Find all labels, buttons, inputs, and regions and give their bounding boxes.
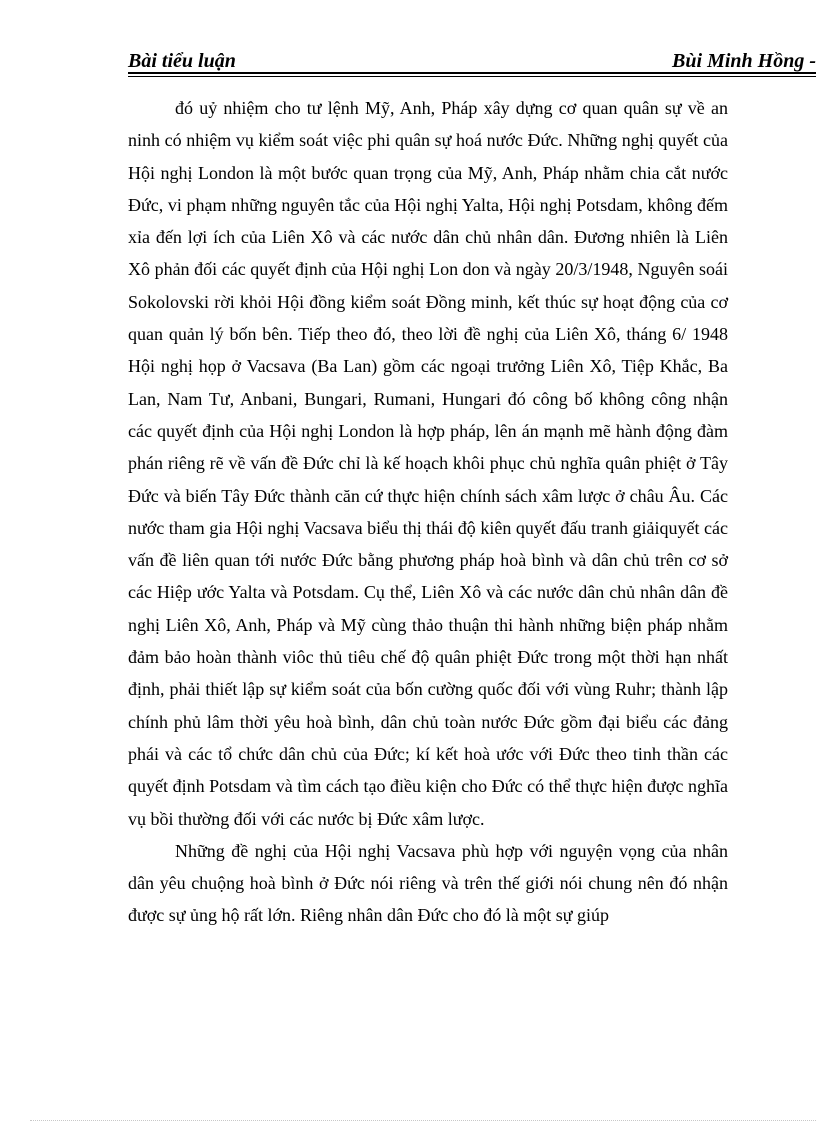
header-rule: [128, 72, 816, 74]
page-bottom-border: [30, 1120, 816, 1121]
paragraph: Những đề nghị của Hội nghị Vacsava phù hợp với nguyện vọng của nhân dân yêu chuộng hoà bình ở Đức nói riêng và trên thế giới nói chung nên đó nhận được sự ủng hộ rất lớn. Riêng nhân dân Đức cho đó là một sự giúp: [128, 840, 728, 926]
paragraph: đó uỷ nhiệm cho tư lệnh Mỹ, Anh, Pháp xây dựng cơ quan quân sự về an ninh có nhiệm vụ kiểm soát việc phi quân sự hoá nước Đức. Những nghị quyết của Hội nghị London là một bước quan trọng của Mỹ, Anh, Pháp nhằm chia cắt nước Đức, vi phạm những nguyên tắc của Hội nghị Yalta, Hội nghị Potsdam, không đếm xỉa đến lợi ích của Liên Xô và các nước dân chủ nhân dân. Đương nhiên là Liên Xô phản đối các quyết định của Hội nghị Lon don và ngày 20/3/1948, Nguyên soái Sokolovski rời khỏi Hội đồng kiểm soát Đồng minh, kết thúc sự hoạt động của cơ quan quản lý bốn bên. Tiếp theo đó, theo lời đề nghị của Liên Xô, tháng 6/ 1948 Hội nghị họp ở Vacsava (Ba Lan) gồm các ngoại trưởng Liên Xô, Tiệp Khắc, Ba Lan, Nam Tư, Anbani, Bungari, Rumani, Hungari đó công bố không công nhận các quyết định của Hội nghị London là hợp pháp, lên án mạnh mẽ hành động đàm phán riêng rẽ về vấn đề Đức chỉ là kế hoạch khôi phục chủ nghĩa quân phiệt ở Tây Đức và biến Tây Đức thành căn cứ thực hiện chính sách xâm lược ở châu Âu. Các nước tham gia Hội nghị Vacsava biểu thị thái độ kiên quyết đấu tranh giảiquyết các vấn đề liên quan tới nước Đức bằng phương pháp hoà bình và dân chủ trên cơ sở các Hiệp ước Yalta và Potsdam. Cụ thể, Liên Xô và các nước dân chủ nhân dân đề nghị Liên Xô, Anh, Pháp và Mỹ cùng thảo thuận thi hành những biện pháp nhằm đảm bảo hoàn thành viôc thủ tiêu chế độ quân phiệt Đức trong một thời hạn nhất định, phải thiết lập sự kiểm soát của bốn cường quốc đối với vùng Ruhr; thành lập chính phủ lâm thời yêu hoà bình, dân chủ toàn nước Đức gồm đại biểu các đảng phái và các tổ chức dân chủ của Đức; kí kết hoà ước với Đức theo tinh thần các quyết định Potsdam và tìm cách tạo điều kiện cho Đức có thể thực hiện được nghĩa vụ bồi thường đối với các nước bị Đức xâm lược.: [128, 98, 728, 829]
header-title: Bài tiểu luận: [128, 50, 236, 72]
header-author: Bùi Minh Hồng -: [672, 50, 816, 72]
header-rule-thin: [128, 76, 816, 77]
page-header: [128, 48, 816, 76]
document-body: [128, 92, 728, 932]
